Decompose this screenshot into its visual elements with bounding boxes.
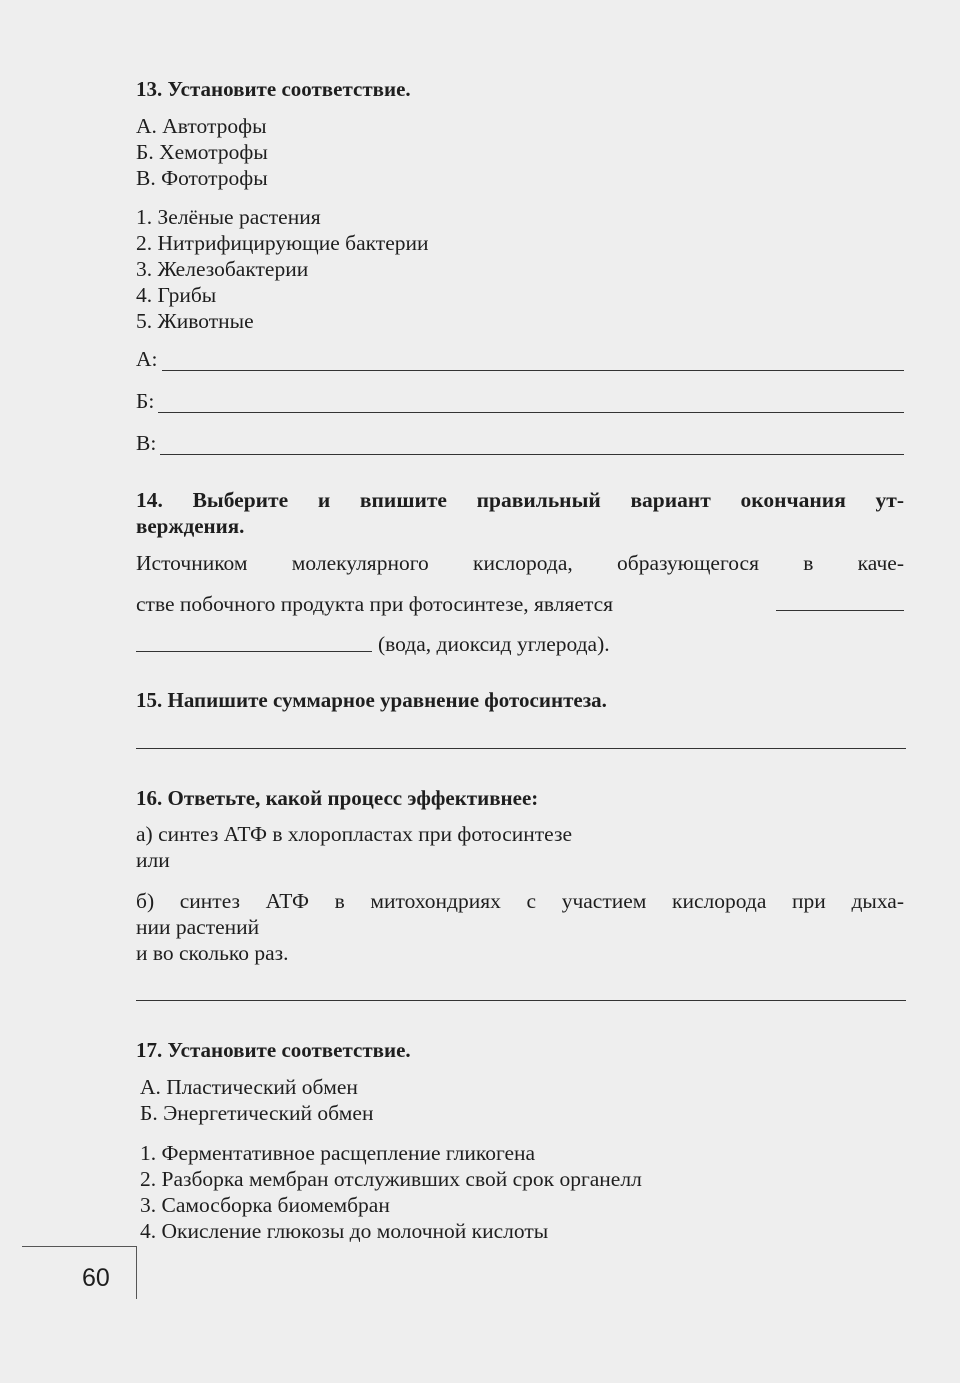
q15-heading: 15. Напишите суммарное уравнение фотосинтеза. bbox=[136, 688, 607, 712]
q13-item-3: 3. Железобактерии bbox=[136, 257, 309, 281]
q13-answer-b-label: Б: bbox=[136, 389, 155, 413]
q17-item-4: 4. Окисление глюкозы до молочной кислоты bbox=[140, 1219, 549, 1243]
q14-heading-line2: верждения. bbox=[136, 514, 245, 538]
q17-item-3: 3. Самосборка биомембран bbox=[140, 1193, 390, 1217]
q13-option-a: А. Автотрофы bbox=[136, 114, 267, 138]
q17-item-2: 2. Разборка мембран отслуживших свой срок органелл bbox=[140, 1167, 642, 1191]
q13-item-5: 5. Животные bbox=[136, 309, 254, 333]
q16-option-a: а) синтез АТФ в хлоропластах при фотосинтезе bbox=[136, 822, 572, 846]
q16-answer-line[interactable] bbox=[136, 1000, 906, 1001]
q17-option-b: Б. Энергетический обмен bbox=[140, 1101, 374, 1125]
q17-option-a: А. Пластический обмен bbox=[140, 1075, 358, 1099]
q13-answer-a[interactable] bbox=[136, 349, 904, 371]
q13-answer-b[interactable] bbox=[136, 391, 904, 413]
q17-heading: 17. Установите соответствие. bbox=[136, 1038, 411, 1062]
q13-item-4: 4. Грибы bbox=[136, 283, 217, 307]
q16-or: или bbox=[136, 848, 170, 872]
q13-option-c: В. Фототрофы bbox=[136, 166, 268, 190]
q13-answer-c[interactable] bbox=[136, 433, 904, 455]
q13-answer-b-line[interactable] bbox=[158, 412, 904, 413]
q13-heading: 13. Установите соответствие. bbox=[136, 77, 411, 101]
q13-answer-c-line[interactable] bbox=[160, 454, 904, 455]
q14-text-line1: Источником молекулярного кислорода, образующегося в каче- bbox=[136, 551, 904, 575]
q16-heading: 16. Ответьте, какой процесс эффективнее: bbox=[136, 786, 539, 810]
q14-heading-line1: 14. Выберите и впишите правильный вариант окончания ут- bbox=[136, 488, 904, 512]
q14-answer-line1[interactable] bbox=[776, 610, 904, 611]
page-number: 60 bbox=[82, 1264, 110, 1292]
q13-item-1: 1. Зелёные растения bbox=[136, 205, 321, 229]
q13-answer-c-label: В: bbox=[136, 431, 157, 455]
q16-option-b-line2: нии растений bbox=[136, 915, 260, 939]
q16-option-b-line1: б) синтез АТФ в митохондриях с участием кислорода при дыха- bbox=[136, 889, 904, 913]
q14-text-line2: стве побочного продукта при фотосинтезе, является bbox=[136, 592, 614, 616]
q13-item-2: 2. Нитрифицирующие бактерии bbox=[136, 231, 429, 255]
q15-answer-line[interactable] bbox=[136, 748, 906, 749]
q16-option-b-line3: и во сколько раз. bbox=[136, 941, 289, 965]
q14-text-line3: (вода, диоксид углерода). bbox=[378, 632, 610, 656]
q13-answer-a-line[interactable] bbox=[162, 370, 905, 371]
q17-item-1: 1. Ферментативное расщепление гликогена bbox=[140, 1141, 536, 1165]
q13-answer-a-label: А: bbox=[136, 347, 158, 371]
q14-answer-line2[interactable] bbox=[136, 651, 372, 652]
page-number-frame bbox=[22, 1246, 137, 1299]
q13-option-b: Б. Хемотрофы bbox=[136, 140, 268, 164]
